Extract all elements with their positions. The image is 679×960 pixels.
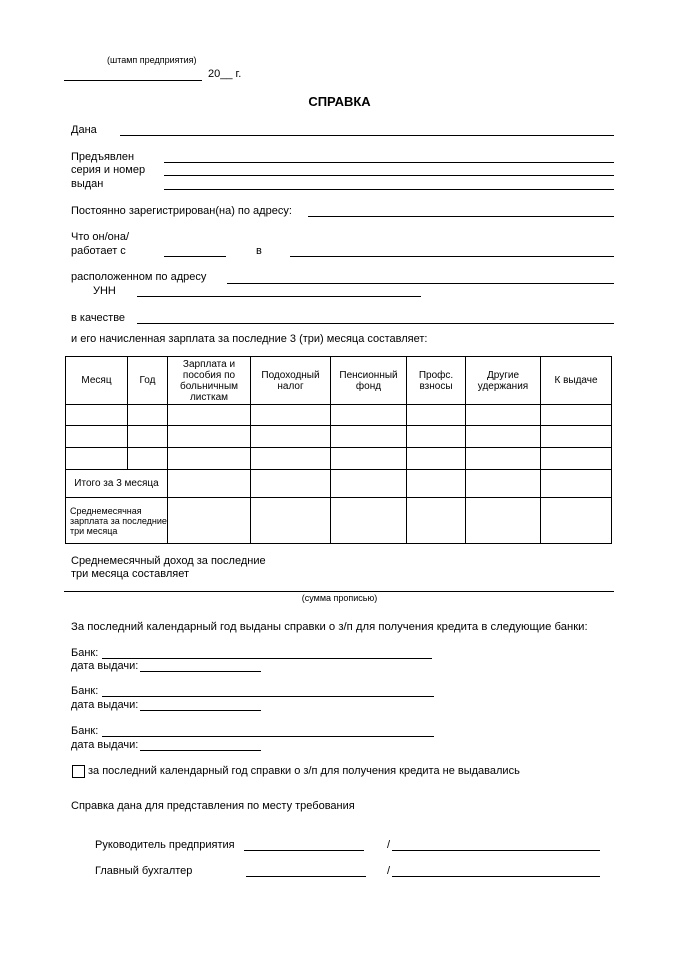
series-label: серия и номер <box>71 164 146 176</box>
income-label-line2: три месяца составляет <box>71 568 189 580</box>
table-cell[interactable] <box>128 448 168 470</box>
table-row <box>66 448 612 470</box>
bank-line[interactable] <box>102 696 434 697</box>
banks-intro: За последний календарный год выданы справки о з/п для получения кредита в следующие банки: <box>71 621 588 633</box>
table-cell[interactable] <box>466 426 541 448</box>
works-in-line[interactable] <box>290 256 614 257</box>
director-label: Руководитель предприятия <box>95 839 235 851</box>
given-to-line[interactable] <box>120 135 614 136</box>
located-line[interactable] <box>227 283 614 284</box>
works-since-label: работает с <box>71 245 126 257</box>
header-salary: Зарплата и пособия по больничным листкам <box>168 357 251 405</box>
table-row-average <box>66 498 612 544</box>
table-cell[interactable] <box>466 405 541 426</box>
table-cell[interactable] <box>407 448 466 470</box>
issued-line[interactable] <box>164 189 614 190</box>
bank-label: Банк: <box>71 685 99 697</box>
header-year: Год <box>128 357 168 405</box>
header-month: Месяц <box>66 357 128 405</box>
average-label: Среднемесячная зарплата за последние три месяца <box>66 498 168 544</box>
table-cell[interactable] <box>541 448 612 470</box>
table-cell[interactable] <box>541 498 612 544</box>
salary-intro: и его начисленная зарплата за последние 3 (три) месяца составляет: <box>71 333 428 345</box>
table-cell[interactable] <box>407 470 466 498</box>
table-cell[interactable] <box>251 470 331 498</box>
registered-line[interactable] <box>308 216 614 217</box>
issue-date-line[interactable] <box>140 671 261 672</box>
unn-line[interactable] <box>137 296 421 297</box>
table-cell[interactable] <box>407 426 466 448</box>
bank-line[interactable] <box>102 736 434 737</box>
date-label: 20__ г. <box>208 68 242 80</box>
salary-table <box>65 356 612 544</box>
table-cell[interactable] <box>168 498 251 544</box>
income-sum-line[interactable] <box>64 591 614 592</box>
position-label: в качестве <box>71 312 126 324</box>
header-to-pay: К выдаче <box>541 357 612 405</box>
presented-line[interactable] <box>164 162 614 163</box>
table-cell[interactable] <box>331 448 407 470</box>
table-cell[interactable] <box>251 498 331 544</box>
table-row <box>66 405 612 426</box>
table-cell[interactable] <box>251 448 331 470</box>
table-row <box>66 426 612 448</box>
issued-label: выдан <box>71 178 104 190</box>
accountant-signature-line[interactable] <box>246 876 366 877</box>
table-cell[interactable] <box>251 426 331 448</box>
director-slash: / <box>387 839 391 851</box>
total-label: Итого за 3 месяца <box>66 470 168 498</box>
table-cell[interactable] <box>251 405 331 426</box>
position-line[interactable] <box>137 323 614 324</box>
issue-date-label: дата выдачи: <box>71 699 139 711</box>
issue-date-label: дата выдачи: <box>71 660 139 672</box>
table-cell[interactable] <box>407 498 466 544</box>
accountant-label: Главный бухгалтер <box>95 865 193 877</box>
table-cell[interactable] <box>541 470 612 498</box>
table-cell[interactable] <box>168 470 251 498</box>
header-union-fees: Профс. взносы <box>407 357 466 405</box>
located-label: расположенном по адресу <box>71 271 207 283</box>
header-income-tax: Подоходный налог <box>251 357 331 405</box>
table-cell[interactable] <box>331 470 407 498</box>
table-cell[interactable] <box>168 426 251 448</box>
registered-label: Постоянно зарегистрирован(на) по адресу: <box>71 205 292 217</box>
director-signature-line[interactable] <box>244 850 364 851</box>
works-label: Что он/она/ <box>71 231 130 243</box>
table-cell[interactable] <box>541 426 612 448</box>
given-to-label: Дана <box>71 124 97 136</box>
table-cell[interactable] <box>331 426 407 448</box>
table-cell[interactable] <box>407 405 466 426</box>
series-line[interactable] <box>164 175 614 176</box>
table-cell[interactable] <box>331 405 407 426</box>
bank-line[interactable] <box>102 658 432 659</box>
works-since-line[interactable] <box>164 256 226 257</box>
director-name-line[interactable] <box>392 850 600 851</box>
sum-in-words-caption: (сумма прописью) <box>301 593 378 603</box>
accountant-name-line[interactable] <box>392 876 600 877</box>
stamp-label: (штамп предприятия) <box>107 55 197 65</box>
table-cell[interactable] <box>66 405 128 426</box>
date-line <box>64 80 202 81</box>
table-cell[interactable] <box>168 405 251 426</box>
header-pension-fund: Пенсионный фонд <box>331 357 407 405</box>
table-cell[interactable] <box>466 448 541 470</box>
no-certificates-label: за последний календарный год справки о з/п для получения кредита не выдавались <box>88 765 520 777</box>
page-title: СПРАВКА <box>308 94 371 109</box>
bank-label: Банк: <box>71 725 99 737</box>
issue-date-label: дата выдачи: <box>71 739 139 751</box>
issue-date-line[interactable] <box>140 710 261 711</box>
unn-label: УНН <box>93 285 116 297</box>
table-cell[interactable] <box>128 426 168 448</box>
issue-date-line[interactable] <box>140 750 261 751</box>
income-label-line1: Среднемесячный доход за последние <box>71 555 266 567</box>
bank-label: Банк: <box>71 647 99 659</box>
table-row-total <box>66 470 612 498</box>
presented-label: Предъявлен <box>71 151 135 163</box>
purpose-text: Справка дана для представления по месту требования <box>71 800 355 812</box>
no-certificates-checkbox[interactable] <box>72 765 85 778</box>
works-in-label: в <box>256 245 262 257</box>
table-cell[interactable] <box>128 405 168 426</box>
table-cell[interactable] <box>66 426 128 448</box>
table-cell[interactable] <box>66 448 128 470</box>
table-cell[interactable] <box>466 498 541 544</box>
table-cell[interactable] <box>466 470 541 498</box>
accountant-slash: / <box>387 865 391 877</box>
header-other-deductions: Другие удержания <box>466 357 541 405</box>
table-cell[interactable] <box>331 498 407 544</box>
table-cell[interactable] <box>541 405 612 426</box>
table-cell[interactable] <box>168 448 251 470</box>
